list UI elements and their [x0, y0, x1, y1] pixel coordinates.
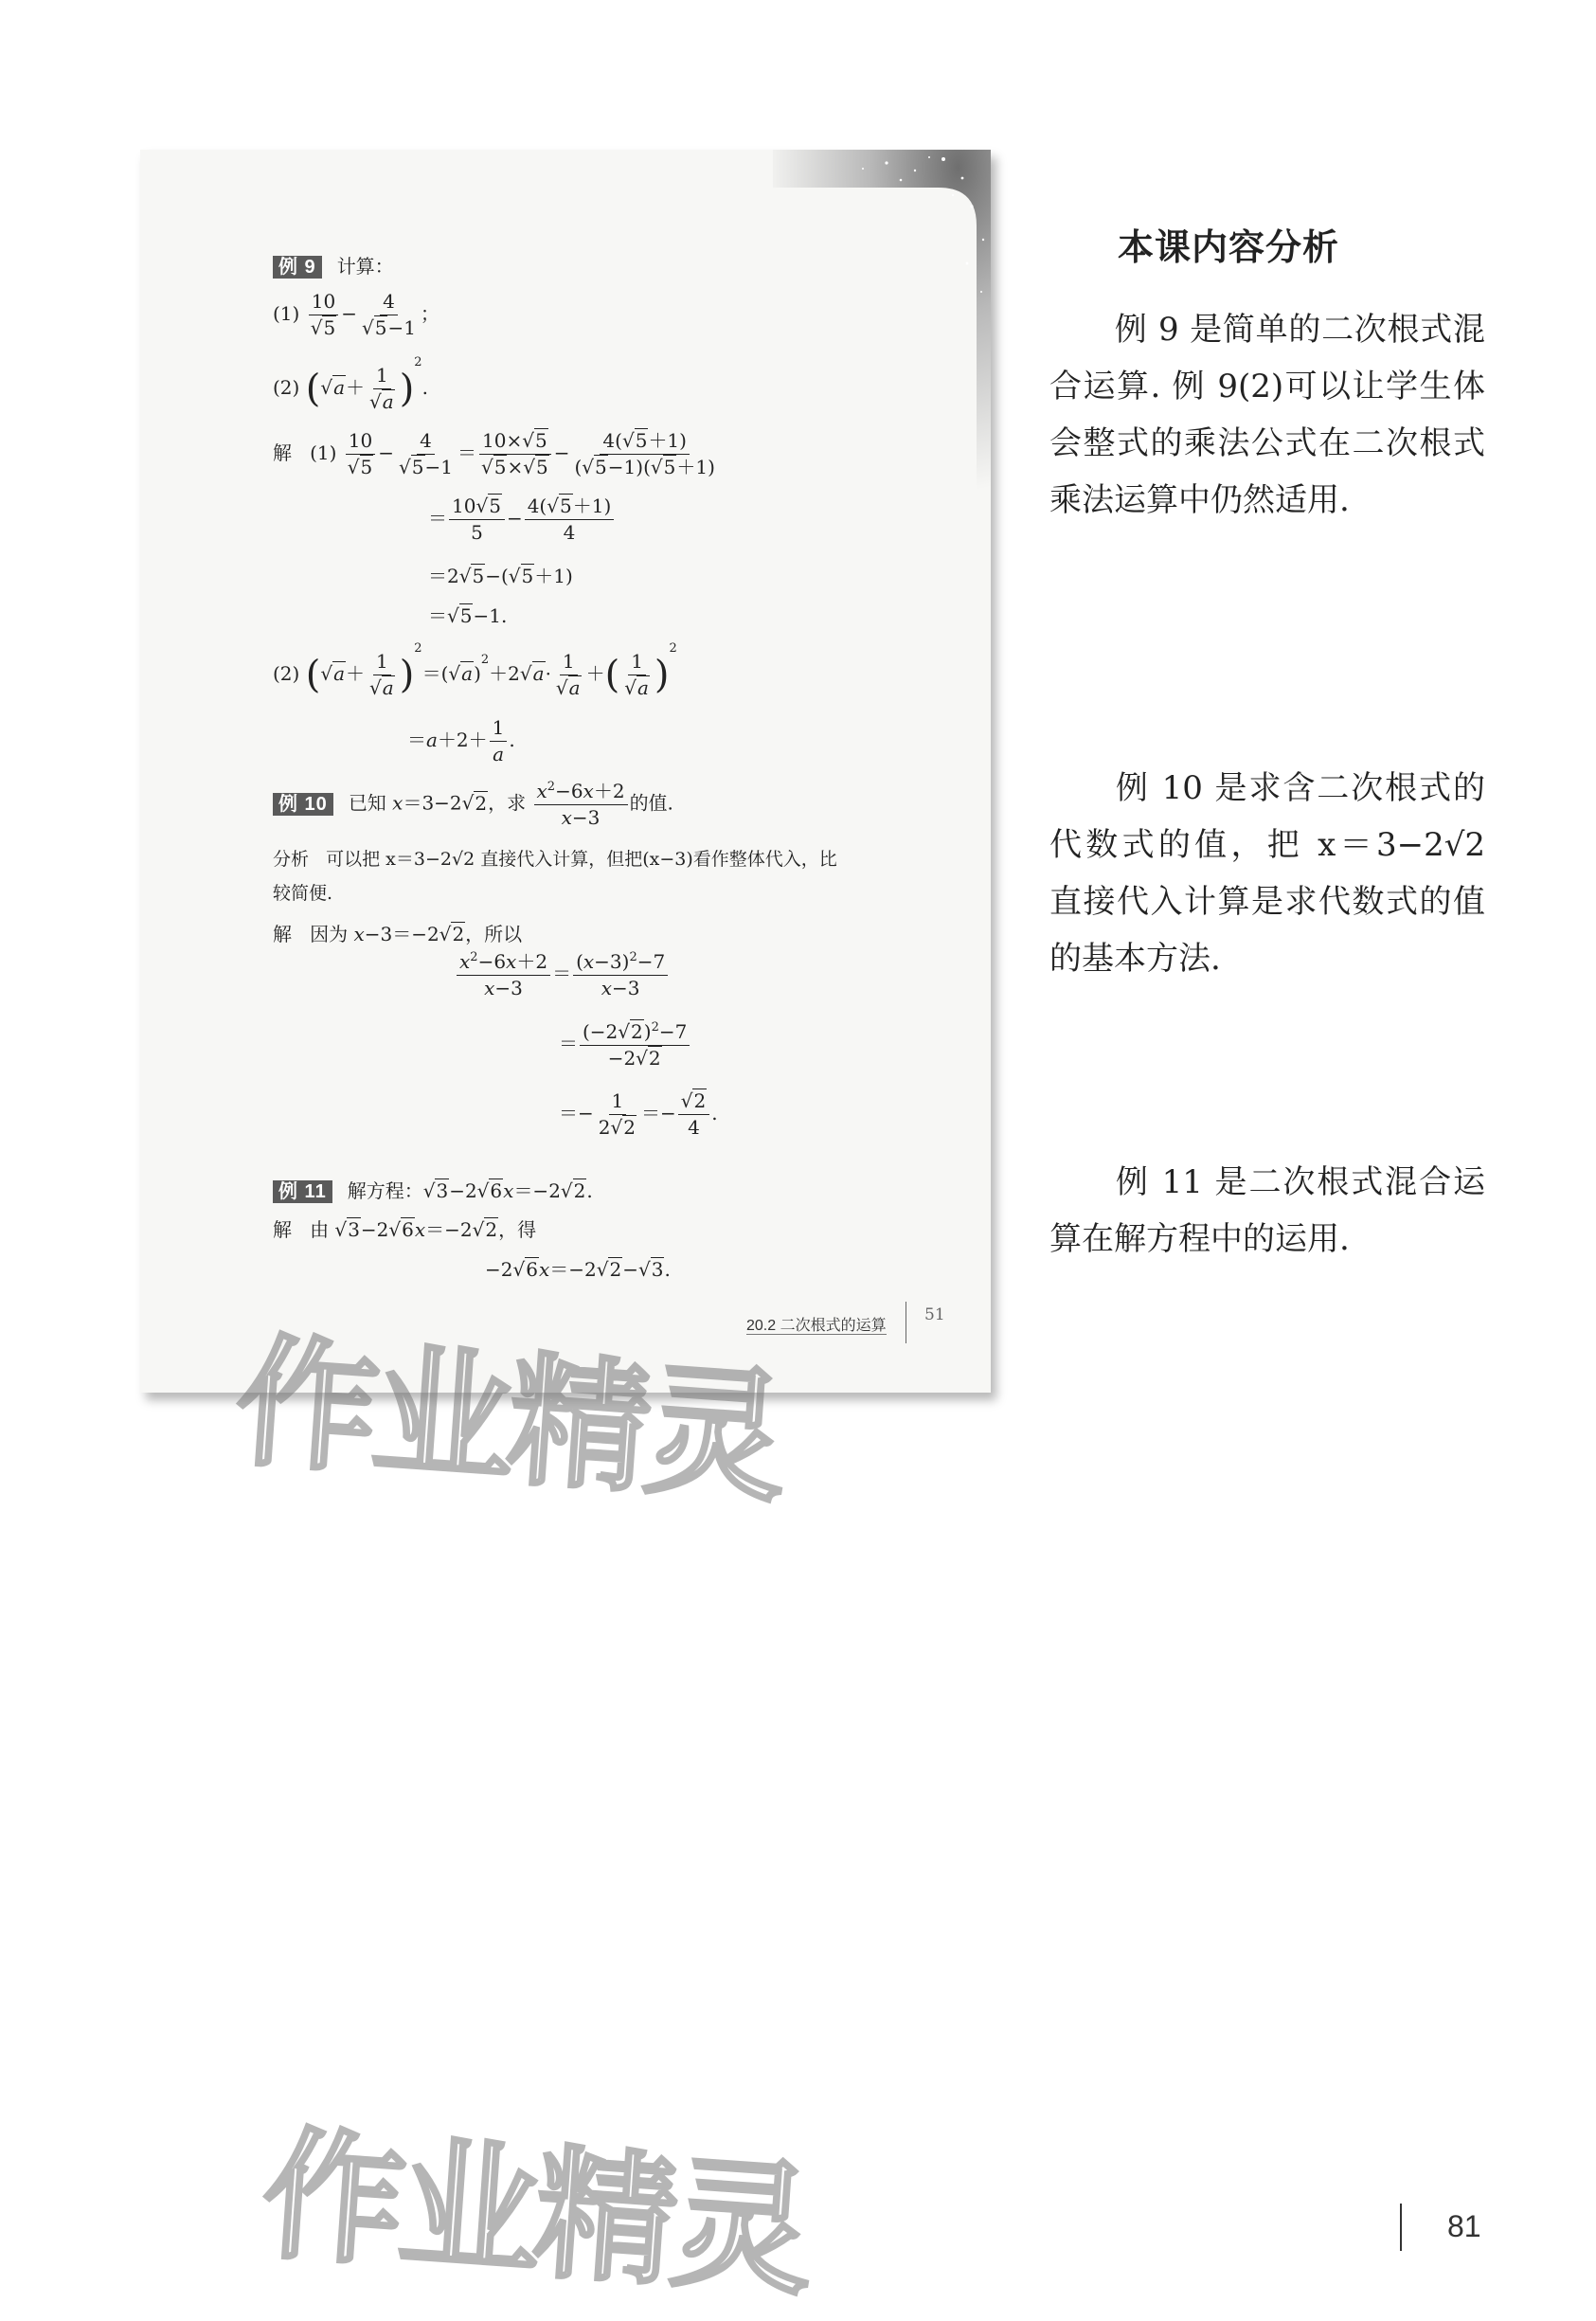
- ex9-solution-line-2: ＝ $\frac{10√5}{5}$ − $\frac{4(√5+1)}{4}$: [428, 496, 616, 543]
- fraction: $\frac{1}{√a}$: [369, 364, 394, 413]
- ex9-solution-line-1: 解 (1) $\frac{10}{√5}$ − $\frac{4}{√5-1}$ ＝ $\frac{10\times√5}{√5\times√5}$ − $\frac{4(√5+1)}{(√5-1)(√5+1)}$: [273, 429, 715, 478]
- ex9-solution-line-3: ＝2√5−(√5＋1): [428, 565, 573, 587]
- ex11-solution-line-1: 解 由 √3−2√6x＝−2√2，得: [273, 1218, 537, 1241]
- page-number: 81: [1447, 2209, 1481, 2243]
- ex9-problem-1: (1) $\frac{10}{√5}$ − $\frac{4}{√5-1}$ ；: [273, 290, 439, 339]
- analysis-paragraph-2: [1049, 760, 1485, 987]
- starfield-decoration: [773, 150, 991, 510]
- example-11-heading: 例 11 解方程：√3−2√6x＝−2√2.: [273, 1180, 593, 1203]
- inset-footer-section: 20.2 二次根式的运算: [746, 1318, 887, 1334]
- ex11-by: 由: [310, 1218, 330, 1241]
- example-9-heading: [273, 256, 394, 279]
- ex10-ask: ，求: [488, 791, 527, 815]
- ex9-s1-marker: (1): [310, 441, 337, 464]
- analysis-title: 本课内容分析: [1118, 226, 1340, 268]
- analysis-paragraph-3: [1049, 1154, 1485, 1268]
- ex9-solution-line-4: ＝√5−1.: [428, 604, 508, 627]
- page-number-bar: [1400, 2204, 1402, 2251]
- analysis-paragraph-1: [1049, 301, 1485, 529]
- ex11-title: 解方程：: [347, 1179, 423, 1202]
- example-9-title: 计算：: [336, 255, 394, 278]
- ex9-p2-marker: (2): [273, 376, 300, 399]
- ex11-get: ，得: [498, 1218, 537, 1241]
- ex10-so: ，所以: [465, 923, 523, 945]
- ex10-analysis: [273, 851, 837, 869]
- analysis-para2-text: 例 10 是求含二次根式的代数式的值，把 x＝3−2√2 直接代入计算是求代数式的值的基本方法.: [1049, 769, 1485, 978]
- fraction: $\frac{10}{√5}$: [308, 292, 339, 338]
- ex9-solve-marker: 解: [273, 441, 292, 464]
- ex9-solution-part-2: (2) (√a＋ $\frac{1}{√a}$ )$^2=(√a)^2+2√a\cdot$ $\frac{1}{√a}$ ＋( $\frac{1}{√a}$ )$^2$: [273, 641, 677, 699]
- watermark-lower: 作业精灵: [257, 2113, 814, 2315]
- ex9-p1-marker: (1): [273, 302, 300, 325]
- fraction: $\frac{4}{√5-1}$: [361, 290, 416, 339]
- ex10-solution-line-3: ＝ $\frac{(-2√2)^2-7}{-2√2}$: [559, 1021, 691, 1069]
- ex9-problem-2: (2) (√a＋ $\frac{1}{√a}$ )$^2$.: [273, 355, 428, 413]
- ex10-title: 已知: [348, 791, 386, 815]
- ex11-solution-line-2: −2√6x＝−2√2−√3.: [485, 1258, 671, 1281]
- example-10-heading: 例 10 已知 x＝3−2√2，求 $\frac{x^2-6x+2}{x-3}$ 的值.: [273, 781, 673, 828]
- example-11-label: 例 11: [273, 1180, 332, 1203]
- ex9-s2-marker: (2): [273, 662, 300, 685]
- example-10-label: 例 10: [273, 793, 333, 816]
- ex10-analysis-cont: 较简便.: [273, 883, 333, 904]
- ex11-solve-marker: 解: [273, 1218, 292, 1241]
- ex10-solution-line-4: ＝− $\frac{1}{2√2}$ ＝− $\frac{√2}{4}$ .: [559, 1089, 718, 1139]
- textbook-page-image: [140, 150, 991, 1393]
- inset-page-number: 51: [924, 1305, 945, 1324]
- ex10-solution-line-2: $\frac{x^2-6x+2}{x-3}$ ＝ $\frac{(x-3)^2-7}{x-3}$: [455, 951, 670, 999]
- ex10-solution-line-1: 解 因为 x−3＝−2√2，所以: [273, 923, 523, 945]
- ex10-analysis-label: 分析: [273, 849, 310, 870]
- analysis-para3-text: 例 11 是二次根式混合运算在解方程中的运用.: [1049, 1163, 1485, 1258]
- ex10-because: 因为: [310, 923, 349, 945]
- example-9-label: 例 9: [273, 256, 322, 279]
- ex10-analysis-text: 可以把 x＝3−2√2 直接代入计算，但把(x−3)看作整体代入，比: [326, 849, 837, 870]
- watermark-upper: 作业精灵: [230, 1320, 787, 1522]
- analysis-para1-text: 例 9 是简单的二次根式混合运算. 例 9(2)可以让学生体会整式的乘法公式在二次根式乘法运算中仍然适用.: [1049, 311, 1485, 519]
- ex10-solve-marker: 解: [273, 923, 292, 945]
- ex9-solution-part-2-result: ＝a＋2＋ $\frac{1}{a}$ .: [407, 716, 515, 765]
- ex10-tail: 的值.: [629, 791, 673, 815]
